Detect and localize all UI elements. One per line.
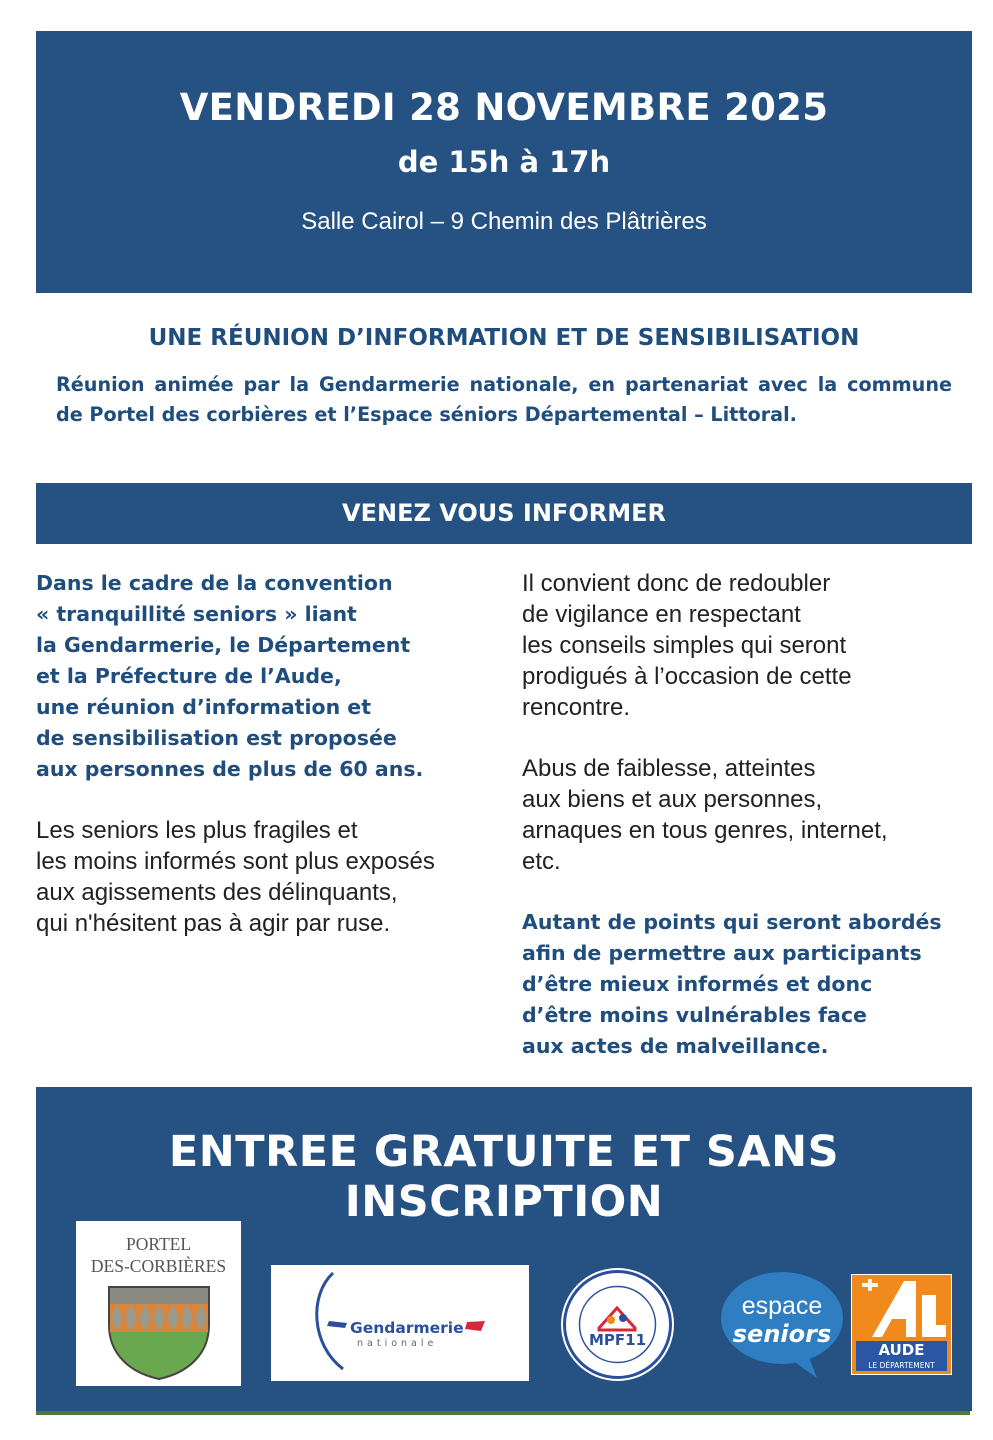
aude-logo xyxy=(851,1274,952,1375)
espace-seniors-logo xyxy=(719,1268,845,1380)
portel-logo xyxy=(76,1221,241,1386)
left-column xyxy=(36,568,496,939)
header-band xyxy=(36,31,972,293)
right-column xyxy=(522,568,972,1062)
left-paragraph-bold: Dans le cadre de la convention « tranquillité seniors » liant la Gendarmerie, le Département et la Préfecture de l’Aude, une réunion d’information et de sensibilisation est proposée aux personnes de plus de 60 ans. xyxy=(36,571,424,781)
intro-paragraph: Réunion animée par la Gendarmerie nationale, en partenariat avec la commune de Portel des corbières et l’Espace séniors Départemental – Littoral. xyxy=(56,373,952,426)
aude-a-icon xyxy=(852,1275,951,1341)
portel-name: PORTEL DES-CORBIÈRES xyxy=(90,1234,227,1276)
mpf-ring-icon xyxy=(561,1268,674,1381)
section-title: UNE RÉUNION D’INFORMATION ET DE SENSIBILISATION xyxy=(148,325,860,351)
aude-subtitle: LE DÉPARTEMENT xyxy=(856,1360,947,1371)
mpf-label: MPF11 xyxy=(588,1331,647,1349)
gendarmerie-logo xyxy=(271,1265,529,1381)
espace-word: espace xyxy=(741,1292,823,1320)
portel-shield-icon xyxy=(107,1285,211,1381)
gendarmerie-subtitle: nationale xyxy=(357,1338,438,1349)
right-paragraph-1: Il convient donc de redoubler de vigilance en respectant les conseils simples qui seront prodigués à l’occasion de cette rencontre. xyxy=(522,570,852,721)
right-paragraph-bold: Autant de points qui seront abordés afin de permettre aux participants d’être mieux informés et donc d’être moins vulnérables face aux actes de malveillance. xyxy=(522,910,942,1058)
venez-title-bar: VENEZ VOUS INFORMER xyxy=(36,483,972,544)
footer-green-rule xyxy=(36,1411,970,1415)
event-venue: Salle Cairol – 9 Chemin des Plâtrières xyxy=(301,208,707,235)
aude-name: AUDE xyxy=(856,1341,947,1360)
gendarmerie-name: Gendarmerie xyxy=(350,1319,464,1337)
right-paragraph-2: Abus de faiblesse, atteintes aux biens et aux personnes, arnaques en tous genres, internet, etc. xyxy=(522,755,888,875)
footer-band xyxy=(36,1087,972,1411)
footer-title: ENTREE GRATUITE ET SANS INSCRIPTION xyxy=(168,1127,840,1227)
mpf11-logo xyxy=(561,1268,674,1381)
event-time: de 15h à 17h xyxy=(397,145,611,179)
left-paragraph: Les seniors les plus fragiles et les moins informés sont plus exposés aux agissements des délinquants, qui n'hésitent pas à agir par ruse. xyxy=(36,817,435,937)
event-date: VENDREDI 28 NOVEMBRE 2025 xyxy=(179,86,829,129)
seniors-word: seniors xyxy=(732,1320,832,1348)
